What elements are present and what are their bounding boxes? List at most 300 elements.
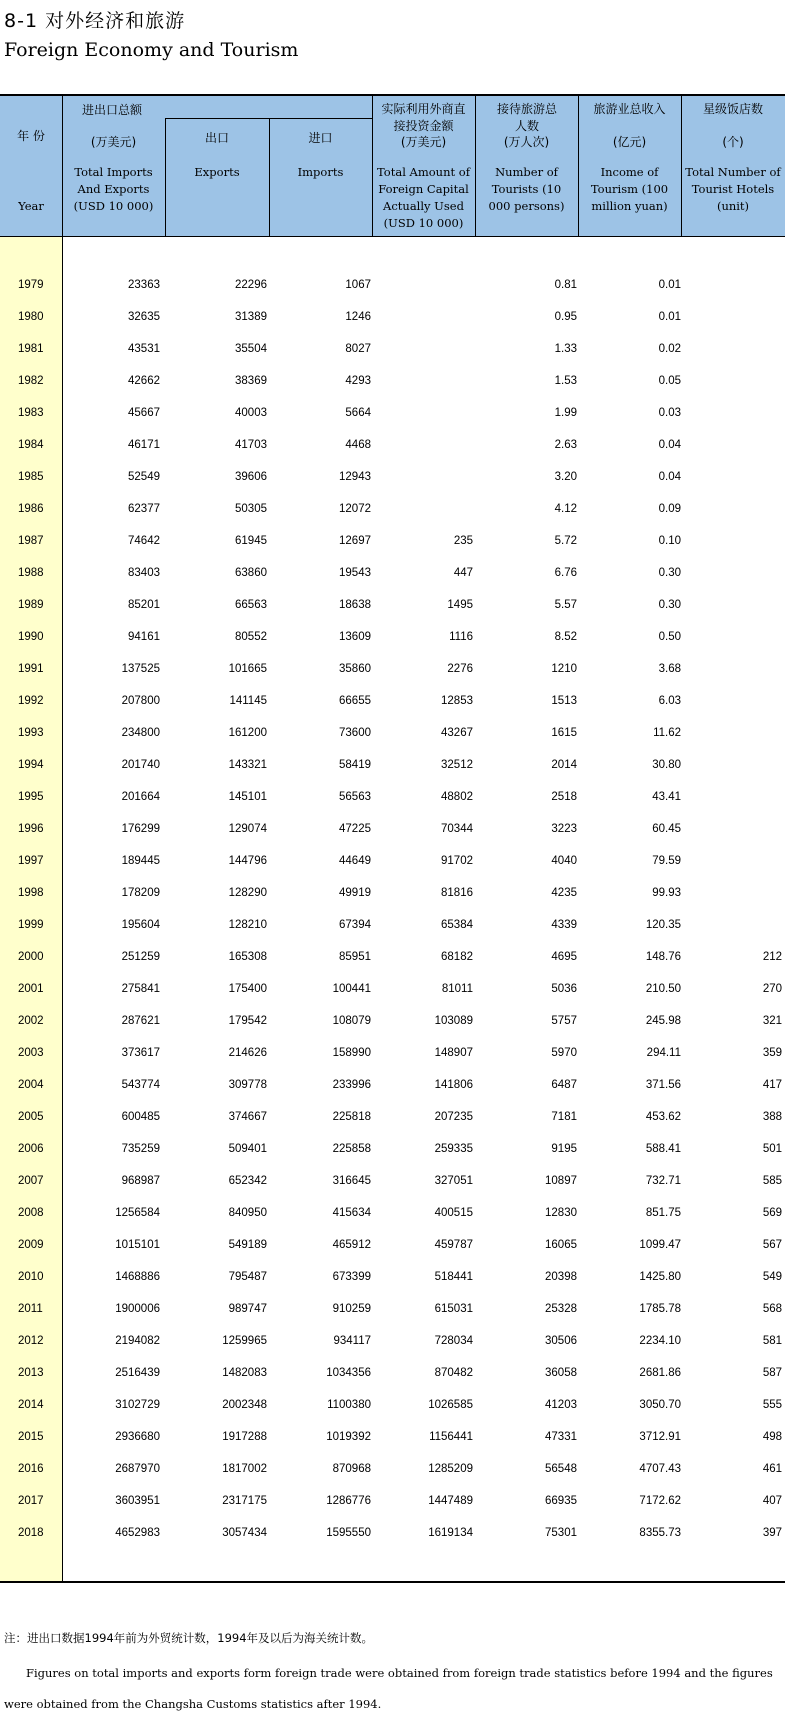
cell-year: 2015 bbox=[18, 1431, 44, 1443]
cell-income: 1785.78 bbox=[639, 1303, 681, 1315]
cell-fdi: 259335 bbox=[434, 1143, 473, 1155]
cell-imports: 12072 bbox=[339, 503, 371, 515]
cell-total: 137525 bbox=[121, 663, 160, 675]
cell-total: 1256584 bbox=[115, 1207, 160, 1219]
cell-total: 373617 bbox=[121, 1047, 160, 1059]
cell-fdi: 91702 bbox=[441, 855, 473, 867]
cell-income: 0.04 bbox=[658, 471, 681, 483]
cell-income: 3712.91 bbox=[639, 1431, 681, 1443]
table-top-rule bbox=[0, 94, 785, 96]
cell-tourists: 3223 bbox=[551, 823, 577, 835]
cell-hotels: 567 bbox=[762, 1239, 782, 1251]
cell-fdi: 1619134 bbox=[428, 1527, 473, 1539]
cell-imports: 58419 bbox=[339, 759, 371, 771]
header-fdi-cn: 实际利用外商直接投资金额 bbox=[381, 102, 466, 133]
cell-year: 1992 bbox=[18, 695, 44, 707]
cell-exports: 374667 bbox=[228, 1111, 267, 1123]
cell-tourists: 8.52 bbox=[554, 631, 577, 643]
cell-hotels: 397 bbox=[762, 1527, 782, 1539]
cell-imports: 465912 bbox=[332, 1239, 371, 1251]
cell-imports: 158990 bbox=[332, 1047, 371, 1059]
cell-exports: 50305 bbox=[235, 503, 267, 515]
cell-fdi: 81816 bbox=[441, 887, 473, 899]
cell-income: 2681.86 bbox=[639, 1367, 681, 1379]
header-imports-en: Imports bbox=[297, 165, 344, 179]
cell-year: 2005 bbox=[18, 1111, 44, 1123]
cell-income: 0.01 bbox=[658, 311, 681, 323]
cell-tourists: 4695 bbox=[551, 951, 577, 963]
cell-exports: 179542 bbox=[228, 1015, 267, 1027]
cell-imports: 1246 bbox=[345, 311, 371, 323]
cell-tourists: 4339 bbox=[551, 919, 577, 931]
cell-hotels: 585 bbox=[762, 1175, 782, 1187]
cell-total: 2936680 bbox=[115, 1431, 160, 1443]
cell-year: 2002 bbox=[18, 1015, 44, 1027]
cell-total: 234800 bbox=[121, 727, 160, 739]
cell-total: 543774 bbox=[121, 1079, 160, 1091]
cell-tourists: 16065 bbox=[545, 1239, 577, 1251]
cell-fdi: 1026585 bbox=[428, 1399, 473, 1411]
cell-year: 2011 bbox=[18, 1303, 43, 1315]
note-en: Figures on total imports and exports form foreign trade were obtained from foreign trade statistics before 1994 and the figures were obtained from the Changsha Customs statistics after 1994. bbox=[4, 1666, 773, 1711]
cell-fdi: 1447489 bbox=[428, 1495, 473, 1507]
cell-income: 148.76 bbox=[645, 951, 681, 963]
cell-imports: 12697 bbox=[339, 535, 371, 547]
cell-exports: 1482083 bbox=[222, 1367, 267, 1379]
cell-exports: 165308 bbox=[228, 951, 267, 963]
cell-imports: 870968 bbox=[332, 1463, 371, 1475]
cell-exports: 128290 bbox=[228, 887, 267, 899]
cell-tourists: 5036 bbox=[551, 983, 577, 995]
table-row bbox=[0, 1230, 785, 1262]
header-total-unit: (万美元) bbox=[90, 135, 137, 149]
header-total-cn: 进出口总额 bbox=[82, 103, 143, 117]
cell-exports: 31389 bbox=[235, 311, 267, 323]
cell-income: 60.45 bbox=[652, 823, 681, 835]
cell-fdi: 1156441 bbox=[429, 1431, 473, 1443]
cell-year: 1985 bbox=[18, 471, 44, 483]
cell-income: 0.10 bbox=[658, 535, 681, 547]
table-row bbox=[0, 366, 785, 398]
cell-year: 1986 bbox=[18, 503, 44, 515]
table-row bbox=[0, 1134, 785, 1166]
table-row bbox=[0, 1518, 785, 1550]
cell-hotels: 587 bbox=[762, 1367, 782, 1379]
table-row bbox=[0, 462, 785, 494]
table-row bbox=[0, 1454, 785, 1486]
cell-fdi: 43267 bbox=[441, 727, 473, 739]
cell-income: 2234.10 bbox=[639, 1335, 681, 1347]
cell-imports: 13609 bbox=[339, 631, 371, 643]
table-row bbox=[0, 302, 785, 334]
cell-exports: 1817002 bbox=[222, 1463, 267, 1475]
cell-exports: 549189 bbox=[228, 1239, 267, 1251]
cell-year: 2009 bbox=[18, 1239, 44, 1251]
cell-exports: 795487 bbox=[228, 1271, 267, 1283]
cell-year: 2006 bbox=[18, 1143, 44, 1155]
cell-tourists: 10897 bbox=[545, 1175, 577, 1187]
header-year-cn: 年 份 bbox=[17, 129, 45, 143]
cell-tourists: 66935 bbox=[545, 1495, 577, 1507]
cell-tourists: 47331 bbox=[545, 1431, 577, 1443]
cell-tourists: 5970 bbox=[551, 1047, 577, 1059]
cell-income: 453.62 bbox=[645, 1111, 681, 1123]
cell-hotels: 359 bbox=[762, 1047, 782, 1059]
cell-tourists: 56548 bbox=[545, 1463, 577, 1475]
table-row bbox=[0, 1358, 785, 1390]
cell-hotels: 270 bbox=[762, 983, 782, 995]
cell-total: 3603951 bbox=[115, 1495, 160, 1507]
cell-exports: 39606 bbox=[235, 471, 267, 483]
cell-fdi: 148907 bbox=[434, 1047, 473, 1059]
cell-imports: 73600 bbox=[339, 727, 371, 739]
cell-imports: 66655 bbox=[339, 695, 371, 707]
cell-tourists: 36058 bbox=[545, 1367, 577, 1379]
cell-year: 2007 bbox=[18, 1175, 44, 1187]
header-tourists-unit: (万人次) bbox=[503, 135, 550, 149]
cell-fdi: 327051 bbox=[434, 1175, 473, 1187]
cell-tourists: 1.53 bbox=[554, 375, 577, 387]
cell-tourists: 1615 bbox=[551, 727, 577, 739]
cell-tourists: 4.12 bbox=[554, 503, 577, 515]
cell-year: 1982 bbox=[18, 375, 44, 387]
cell-income: 0.02 bbox=[658, 343, 681, 355]
cell-exports: 35504 bbox=[235, 343, 267, 355]
table-row bbox=[0, 494, 785, 526]
cell-income: 1099.47 bbox=[639, 1239, 681, 1251]
cell-income: 11.62 bbox=[653, 727, 681, 739]
cell-exports: 61945 bbox=[235, 535, 267, 547]
header-tourists-en: Number of Tourists (10 000 persons) bbox=[488, 165, 565, 213]
cell-year: 1999 bbox=[18, 919, 44, 931]
cell-hotels: 321 bbox=[762, 1015, 782, 1027]
cell-exports: 144796 bbox=[228, 855, 267, 867]
cell-exports: 309778 bbox=[228, 1079, 267, 1091]
cell-imports: 1100380 bbox=[327, 1399, 371, 1411]
header-income-en: Income of Tourism (100 million yuan) bbox=[590, 165, 669, 213]
cell-income: 371.56 bbox=[645, 1079, 681, 1091]
cell-income: 3.68 bbox=[658, 663, 681, 675]
cell-year: 1996 bbox=[18, 823, 44, 835]
cell-income: 588.41 bbox=[645, 1143, 681, 1155]
cell-year: 2010 bbox=[18, 1271, 44, 1283]
cell-income: 7172.62 bbox=[639, 1495, 681, 1507]
cell-imports: 316645 bbox=[332, 1175, 371, 1187]
table-row bbox=[0, 878, 785, 910]
cell-total: 2687970 bbox=[115, 1463, 160, 1475]
table-title-en: Foreign Economy and Tourism bbox=[4, 39, 299, 61]
table-row bbox=[0, 1102, 785, 1134]
cell-year: 2008 bbox=[18, 1207, 44, 1219]
cell-hotels: 549 bbox=[762, 1271, 782, 1283]
cell-imports: 85951 bbox=[339, 951, 371, 963]
cell-total: 207800 bbox=[121, 695, 160, 707]
cell-hotels: 417 bbox=[762, 1079, 782, 1091]
cell-total: 968987 bbox=[121, 1175, 160, 1187]
cell-exports: 141145 bbox=[229, 695, 267, 707]
cell-imports: 12943 bbox=[339, 471, 371, 483]
cell-year: 1979 bbox=[18, 279, 44, 291]
cell-imports: 19543 bbox=[339, 567, 371, 579]
cell-total: 1900006 bbox=[115, 1303, 160, 1315]
cell-imports: 910259 bbox=[332, 1303, 371, 1315]
cell-tourists: 25328 bbox=[545, 1303, 577, 1315]
table-row bbox=[0, 814, 785, 846]
table-row bbox=[0, 942, 785, 974]
cell-year: 2014 bbox=[18, 1399, 44, 1411]
cell-year: 2017 bbox=[18, 1495, 44, 1507]
cell-imports: 1067 bbox=[345, 279, 371, 291]
cell-fdi: 728034 bbox=[434, 1335, 473, 1347]
cell-exports: 161200 bbox=[228, 727, 267, 739]
cell-year: 1994 bbox=[18, 759, 44, 771]
cell-tourists: 30506 bbox=[545, 1335, 577, 1347]
cell-exports: 175400 bbox=[228, 983, 267, 995]
cell-income: 245.98 bbox=[645, 1015, 681, 1027]
cell-exports: 1259965 bbox=[222, 1335, 267, 1347]
cell-exports: 2002348 bbox=[222, 1399, 267, 1411]
cell-tourists: 12830 bbox=[545, 1207, 577, 1219]
cell-year: 2000 bbox=[18, 951, 44, 963]
cell-year: 1998 bbox=[18, 887, 44, 899]
cell-tourists: 4040 bbox=[551, 855, 577, 867]
cell-imports: 47225 bbox=[339, 823, 371, 835]
cell-hotels: 407 bbox=[762, 1495, 782, 1507]
cell-exports: 214626 bbox=[228, 1047, 267, 1059]
cell-exports: 66563 bbox=[235, 599, 267, 611]
cell-total: 42662 bbox=[128, 375, 160, 387]
cell-exports: 3057434 bbox=[222, 1527, 267, 1539]
table-row bbox=[0, 1038, 785, 1070]
cell-exports: 840950 bbox=[228, 1207, 267, 1219]
cell-total: 201740 bbox=[121, 759, 160, 771]
cell-exports: 41703 bbox=[235, 439, 267, 451]
cell-exports: 63860 bbox=[235, 567, 267, 579]
cell-imports: 8027 bbox=[345, 343, 371, 355]
cell-year: 1989 bbox=[18, 599, 44, 611]
cell-total: 189445 bbox=[121, 855, 160, 867]
cell-income: 0.09 bbox=[658, 503, 681, 515]
table-row bbox=[0, 334, 785, 366]
cell-tourists: 5757 bbox=[551, 1015, 577, 1027]
table-row bbox=[0, 622, 785, 654]
table-row bbox=[0, 270, 785, 302]
table-row bbox=[0, 782, 785, 814]
table-row bbox=[0, 1486, 785, 1518]
cell-tourists: 75301 bbox=[545, 1527, 577, 1539]
table-row bbox=[0, 1422, 785, 1454]
cell-exports: 652342 bbox=[228, 1175, 267, 1187]
cell-income: 0.30 bbox=[658, 567, 681, 579]
cell-imports: 49919 bbox=[339, 887, 371, 899]
cell-year: 2016 bbox=[18, 1463, 44, 1475]
cell-income: 0.04 bbox=[658, 439, 681, 451]
cell-income: 3050.70 bbox=[639, 1399, 681, 1411]
cell-total: 32635 bbox=[128, 311, 160, 323]
cell-total: 85201 bbox=[128, 599, 160, 611]
cell-year: 1988 bbox=[18, 567, 44, 579]
cell-imports: 108079 bbox=[332, 1015, 371, 1027]
cell-fdi: 235 bbox=[453, 535, 473, 547]
cell-imports: 415634 bbox=[332, 1207, 371, 1219]
table-row bbox=[0, 558, 785, 590]
cell-total: 275841 bbox=[121, 983, 160, 995]
cell-imports: 44649 bbox=[339, 855, 371, 867]
cell-tourists: 9195 bbox=[551, 1143, 577, 1155]
cell-tourists: 1.99 bbox=[554, 407, 577, 419]
cell-total: 195604 bbox=[121, 919, 160, 931]
cell-hotels: 555 bbox=[762, 1399, 782, 1411]
cell-hotels: 569 bbox=[762, 1207, 782, 1219]
cell-tourists: 20398 bbox=[545, 1271, 577, 1283]
cell-income: 851.75 bbox=[645, 1207, 681, 1219]
cell-exports: 22296 bbox=[235, 279, 267, 291]
cell-income: 1425.80 bbox=[639, 1271, 681, 1283]
cell-fdi: 141806 bbox=[434, 1079, 473, 1091]
cell-fdi: 2276 bbox=[447, 663, 473, 675]
cell-fdi: 81011 bbox=[441, 983, 473, 995]
table-row bbox=[0, 1294, 785, 1326]
table-row bbox=[0, 1166, 785, 1198]
table-title-cn: 8-1 对外经济和旅游 bbox=[4, 10, 186, 32]
cell-year: 1995 bbox=[18, 791, 44, 803]
cell-fdi: 400515 bbox=[434, 1207, 473, 1219]
cell-imports: 934117 bbox=[333, 1335, 371, 1347]
cell-fdi: 48802 bbox=[441, 791, 473, 803]
cell-total: 201664 bbox=[121, 791, 160, 803]
table-row bbox=[0, 1198, 785, 1230]
cell-year: 1997 bbox=[18, 855, 44, 867]
cell-imports: 673399 bbox=[332, 1271, 371, 1283]
cell-year: 2003 bbox=[18, 1047, 44, 1059]
cell-imports: 4293 bbox=[345, 375, 371, 387]
cell-exports: 80552 bbox=[235, 631, 267, 643]
table-row bbox=[0, 1070, 785, 1102]
cell-total: 4652983 bbox=[115, 1527, 160, 1539]
cell-exports: 2317175 bbox=[222, 1495, 267, 1507]
table-row bbox=[0, 1006, 785, 1038]
table-row bbox=[0, 398, 785, 430]
cell-income: 210.50 bbox=[645, 983, 681, 995]
cell-year: 2013 bbox=[18, 1367, 44, 1379]
cell-total: 23363 bbox=[128, 279, 160, 291]
cell-fdi: 1285209 bbox=[428, 1463, 473, 1475]
cell-exports: 128210 bbox=[228, 919, 267, 931]
table-row bbox=[0, 974, 785, 1006]
cell-year: 2004 bbox=[18, 1079, 44, 1091]
cell-year: 1991 bbox=[18, 663, 44, 675]
table-bottom-rule bbox=[0, 1581, 785, 1583]
cell-exports: 40003 bbox=[235, 407, 267, 419]
cell-imports: 1034356 bbox=[326, 1367, 371, 1379]
cell-hotels: 568 bbox=[762, 1303, 782, 1315]
cell-income: 0.01 bbox=[658, 279, 681, 291]
cell-hotels: 501 bbox=[762, 1143, 782, 1155]
cell-total: 83403 bbox=[128, 567, 160, 579]
cell-year: 1990 bbox=[18, 631, 44, 643]
table-row bbox=[0, 750, 785, 782]
cell-fdi: 70344 bbox=[441, 823, 473, 835]
cell-fdi: 870482 bbox=[434, 1367, 473, 1379]
cell-income: 0.30 bbox=[658, 599, 681, 611]
cell-income: 0.50 bbox=[658, 631, 681, 643]
cell-exports: 129074 bbox=[228, 823, 267, 835]
cell-hotels: 498 bbox=[762, 1431, 782, 1443]
cell-hotels: 581 bbox=[762, 1335, 782, 1347]
header-exports-cn: 出口 bbox=[204, 131, 229, 145]
cell-fdi: 459787 bbox=[434, 1239, 473, 1251]
cell-total: 178209 bbox=[121, 887, 160, 899]
cell-imports: 1595550 bbox=[326, 1527, 371, 1539]
cell-fdi: 103089 bbox=[434, 1015, 473, 1027]
cell-exports: 143321 bbox=[228, 759, 267, 771]
cell-tourists: 6.76 bbox=[554, 567, 577, 579]
cell-year: 1993 bbox=[18, 727, 44, 739]
cell-total: 600485 bbox=[121, 1111, 160, 1123]
cell-year: 1981 bbox=[18, 343, 44, 355]
cell-fdi: 65384 bbox=[441, 919, 473, 931]
cell-fdi: 447 bbox=[453, 567, 473, 579]
cell-tourists: 2.63 bbox=[554, 439, 577, 451]
cell-income: 99.93 bbox=[652, 887, 681, 899]
cell-total: 43531 bbox=[128, 343, 160, 355]
cell-imports: 225818 bbox=[332, 1111, 371, 1123]
cell-income: 79.59 bbox=[652, 855, 681, 867]
header-bottom-line bbox=[0, 236, 785, 237]
cell-fdi: 68182 bbox=[441, 951, 473, 963]
cell-imports: 67394 bbox=[339, 919, 371, 931]
cell-year: 2001 bbox=[18, 983, 44, 995]
cell-year: 2012 bbox=[18, 1335, 44, 1347]
header-year-en: Year bbox=[18, 199, 44, 213]
cell-imports: 1286776 bbox=[326, 1495, 371, 1507]
cell-tourists: 5.57 bbox=[554, 599, 577, 611]
cell-year: 1987 bbox=[18, 535, 44, 547]
table-row bbox=[0, 846, 785, 878]
header-imports-cn: 进口 bbox=[308, 131, 333, 145]
cell-total: 45667 bbox=[128, 407, 160, 419]
cell-fdi: 12853 bbox=[441, 695, 473, 707]
header-fdi-unit: (万美元) bbox=[400, 135, 447, 149]
cell-total: 94161 bbox=[128, 631, 160, 643]
cell-income: 6.03 bbox=[658, 695, 681, 707]
cell-tourists: 6487 bbox=[551, 1079, 577, 1091]
table-row bbox=[0, 1262, 785, 1294]
cell-income: 4707.43 bbox=[639, 1463, 681, 1475]
cell-tourists: 1210 bbox=[551, 663, 577, 675]
cell-total: 46171 bbox=[128, 439, 160, 451]
cell-exports: 38369 bbox=[235, 375, 267, 387]
note-cn: 注：进出口数据1994年前为外贸统计数，1994年及以后为海关统计数。 bbox=[4, 1631, 374, 1645]
cell-tourists: 3.20 bbox=[554, 471, 577, 483]
cell-total: 62377 bbox=[128, 503, 160, 515]
cell-imports: 18638 bbox=[339, 599, 371, 611]
cell-hotels: 388 bbox=[762, 1111, 782, 1123]
cell-total: 1015101 bbox=[115, 1239, 160, 1251]
cell-tourists: 0.95 bbox=[554, 311, 577, 323]
header-exports-en: Exports bbox=[194, 165, 240, 179]
cell-fdi: 615031 bbox=[434, 1303, 473, 1315]
cell-year: 1980 bbox=[18, 311, 44, 323]
cell-fdi: 1495 bbox=[447, 599, 473, 611]
cell-income: 43.41 bbox=[652, 791, 681, 803]
header-income-unit: (亿元) bbox=[612, 135, 647, 149]
cell-income: 732.71 bbox=[645, 1175, 681, 1187]
cell-year: 1984 bbox=[18, 439, 44, 451]
header-fdi-en: Total Amount of Foreign Capital Actually Used (USD 10 000) bbox=[377, 165, 470, 230]
cell-total: 735259 bbox=[121, 1143, 160, 1155]
table-row bbox=[0, 590, 785, 622]
